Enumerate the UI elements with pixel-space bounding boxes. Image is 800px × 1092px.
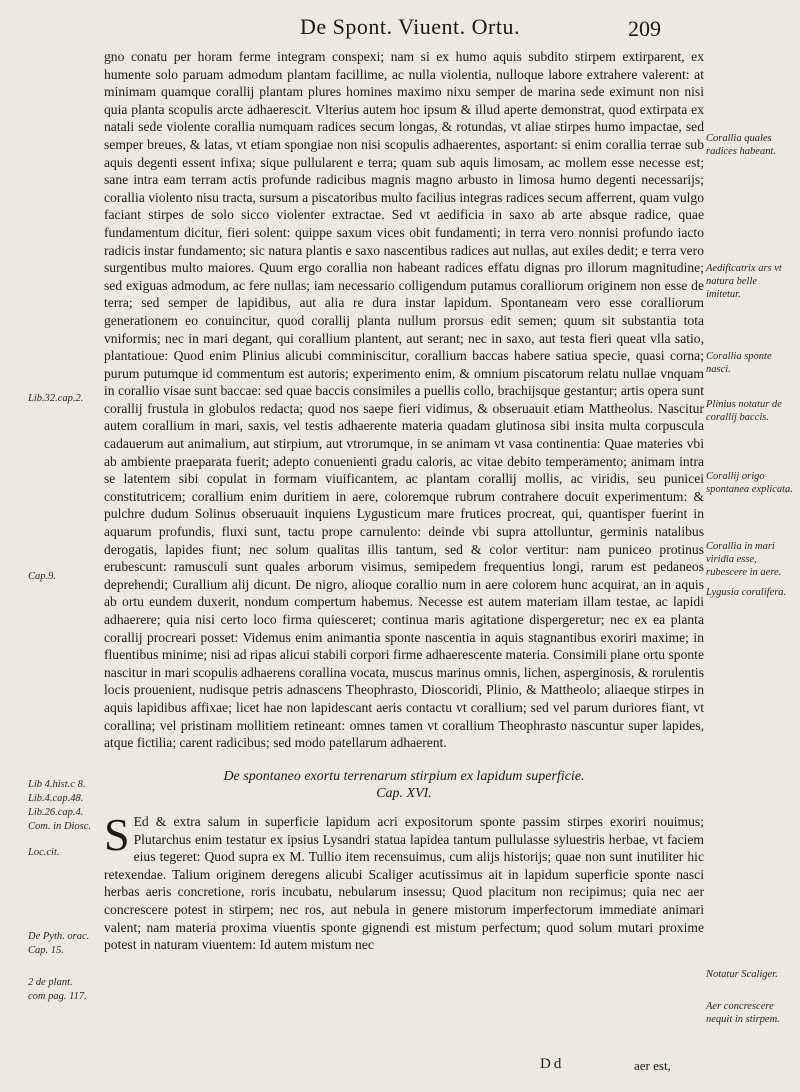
catchword: Dd [540, 1056, 565, 1072]
page-header [0, 8, 800, 42]
margin-note-right: Notatur Scaliger. [706, 969, 778, 980]
paragraph-2-text: Ed & extra salum in superficie lapidum acri expositorum sponte passim stirpes exoriri nouimus; Plutarchus enim testatur ex ipsius Lysandri statua lapidea tantum pullulasse syluestris herbae, vt faciem eius tegeret: Quod supra ex M. Tullio item recensuimus, cum alijs historijs; quae non sunt inutiliter hic retexendae. Talium originem deregens alicubi Scaliger acutissimus ait in lapidum superficie sponte nasci herbas aeris concretione, roris incubatu, nebularum insessu; Quod placitum non recipimus; quia nec aer concrescere potest in stirpem; nec ros, aut nebula in genere mistorum imperfectorum immediate animari valent; nam materia proxima viuentis sponte gignendi est mistum perfectum; quod solum mutari proxime potest in naturam viuentem: Id autem mistum nec [104, 813, 704, 953]
margin-note-left: Cap.9. [28, 571, 57, 582]
margin-note-left: Com. in Diosc. [28, 821, 91, 832]
margin-note-left: Lib 4.hist.c 8. [28, 779, 86, 790]
margin-note-left: Cap. 15. [28, 945, 64, 956]
section-title: De spontaneo exortu terrenarum stirpium ex lapidum superficie. [223, 768, 585, 784]
margin-note-right: Corallij origo spontanea explicata. [706, 471, 793, 495]
margin-note-left: Lib.4.cap.48. [28, 793, 84, 804]
paragraph-2 [104, 808, 704, 954]
margin-note-right: Corallia in mari viridia esse, rubescere in aere. [706, 541, 782, 578]
margin-note-right: Aedificatrix ars vt natura belle imitetur. [706, 263, 782, 300]
chapter-label: Cap. XVI. [376, 786, 432, 802]
running-title: De Spont. Viuent. Ortu. [300, 14, 520, 39]
catchword-continuation: aer est, [634, 1058, 671, 1073]
margin-note-right: Aer concrescere nequit in stirpem. [706, 1001, 780, 1025]
margin-note-right: Plinius notatur de corallij baccis. [706, 399, 782, 423]
margin-note-left: Lib.26.cap.4. [28, 807, 84, 818]
margin-note-left: com pag. 117. [28, 991, 87, 1002]
margin-note-right: Lygusia coralifera. [706, 587, 787, 598]
margin-note-left: Loc.cit. [28, 847, 60, 858]
page-number: 209 [628, 16, 661, 41]
paragraph-1: gno conatu per horam ferme integram conspexi; nam si ex humo aquis subdito stirpem extirparent, ex humente solo paruam admodum plantam facillime, ac nulla violentia, nulloque labore extrahere valerent: at minimam quamque corallij plantam plures homines maximo nixu semper de marina sede eximunt non nisi quia planta scopulis arcte adhaerescit. Vlterius autem hoc ipsum & illud aperte demonstrat, quod extirpata ex natali sede violente corallia numquam radices secum longas, & rotundas, vt aliae stirpes humo impactae, sed semper breues, & latas, vt etiam spongiae non nisi scopulis adhaerentes, asportant: si enim corallia terrae sub aquis degenti essent infixa; sique pullularent e terra; quam sub aquis limosam, ac mollem esse necesse est; sane intra eam terram actis profunde radicibus magnis magno arbusto in limosa humo degenti necessarijs; corallia violento nisu tracta, sursum a piscatoribus multo facilius integras radices secum afferrent, quam vulgo faciant stirpes de solo sicco violenter extractae. Sed vt aedificia in saxo ab arte absque radice, quae fundamentum dicitur, fieri solent: quippe saxum vices obit fundamenti; in terra vero nonnisi profundo iacto radicis instar fundamento; sic natura plantis e saxo nascentibus radices aut nullas, aut exiles dedit; e terra vero surgentibus multo maiores. Quum ergo corallia non habeant radices effatu dignas pro illorum magnitudine; sed exiguas admodum, ac fere nullas; iam necessario colligendum putamus coralliorum originem non esse de terra; sed semper de lapidibus, aut alia re dura instar lapidum. Spontaneam vero esse coralliorum generationem eo conuincitur, quod corallij planta nullum prorsus edit semen; quum sit substantia tota vniformis; nec in mari degant, qui corallium plantent, aut serant; nec in saxo, aut testa fieri queat vlla satio, plantatioue: Quod enim Plinius alicubi comminiscitur, corallium baccas habere satiua specie, quasi corna; purum putumque id commentum est autoris; experimento enim, & omnium piscatorum relatu nullae vnquam in corallio visae sunt baccae: sed quae baccis consimiles a puellis collo, brachijsque gestantur; artis opera sunt corallij frustula in globulos redacta; quod nos saepe fieri vidimus, & obseruauit etiam Mattheolus. Nascitur autem corallium in mari, saxis, vel testis adhaerente materia quadam glutinosa sibi insita multa corpuscula cadauerum aut animalium, aut stirpium, aut vtrorumque, in se animam vt vasa continentia: Quae materies vbi ab ambiente praeparata fuerit; adepto conuenienti gradu caloris, ac vitae debito temperamento; animam intra se latentem sibi copulat in formam viuificantem, ac plantam corallij mollis, ac viridis, seu punicei constitutricem; corallium enim duritiem in aere, coloremque rubrum contrahere docuit experimentum: & pulchre dudum Solinus obseruauit inquiens Lygusticum mare frutices procreat, qui, quantisper fuerint in aquarum profundis, fluxi sunt, tactu prope carnulento: deinde vbi supra attolluntur, germinis natalibus derogatis, lapides fiunt; nec solum qualitas illis tantum, sed & color vertitur: nam puniceo protinus erubescunt: ramusculi sunt quales arborum visimus, semipedem frequentius longi, rarum est pedaneos deprehendi; Curallium alij dicunt. De nigro, alioque corallio num in aere colorem hunc acquirat, an in aquis ab ortu eundem duxerit, nondum compertum habemus. Necesse est autem materiam illam testae, ac lapidi adhaerere; quia nisi certo loco firma quiesceret; continua maris agitatione dispergeretur; nec ex ea planta corallij procreari posset: Videmus enim animantia sponte nascentia in aquis stagnantibus exoriri maxime; in fluentibus minime; nisi ad ripas alicui stabili corpori firme adhaerescente materia. Consimili plane ortu sponte nascitur in mari scopulis adhaerens corallina vocata, muscus marinus omnis, lichen, asperginosis, & rorulentis locis prouenient, nudisque petris adnascens Theophrasto, Dioscoridi, Plinio, & Mattheolo; aliaeque stirpes in aquis lapidibus affixae; licet hae non lapidescant aeris contactu vt corallium; sed vel parum duriores fiant, vt corallina; vel pristinam mollitiem retineant: omnes tamen vt corallium Theophrasto nascuntur super lapides, atque fictilia; carent radicibus; sed modo patellarum adhaerent. [104, 49, 704, 751]
margin-note-left: 2 de plant. [28, 977, 73, 988]
margin-note-left: De Pyth. orac. [28, 931, 90, 942]
margin-note-left: Lib.32.cap.2. [28, 393, 84, 404]
margin-note-right: Corallia sponte nasci. [706, 351, 772, 375]
margin-note-right: Corallia quales radices habeant. [706, 133, 776, 157]
main-text [104, 48, 704, 954]
drop-cap: S [104, 808, 130, 860]
